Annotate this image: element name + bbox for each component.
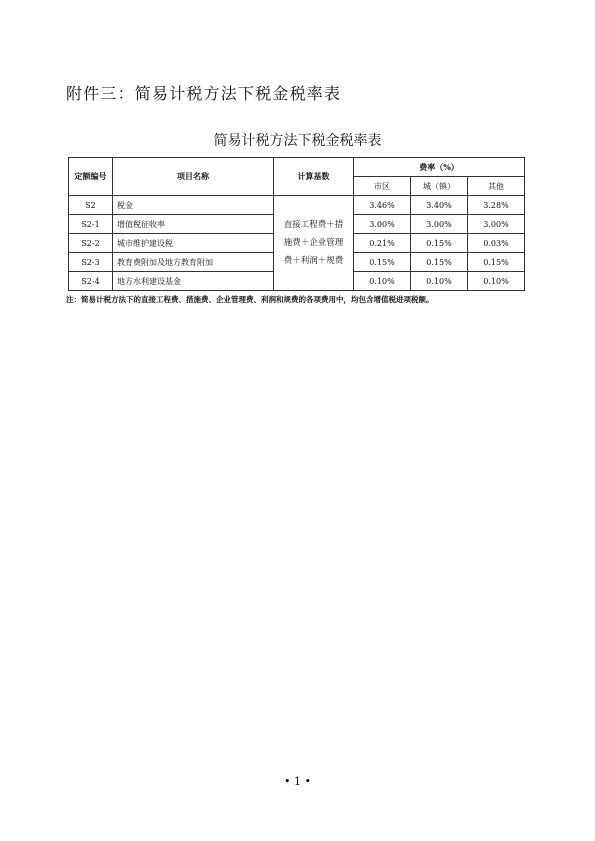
row-name: 地方水利建设基金 — [113, 272, 274, 291]
header-other: 其他 — [468, 177, 525, 196]
row-other: 0.15% — [468, 253, 525, 272]
row-town: 3.00% — [411, 215, 468, 234]
header-basis: 计算基数 — [274, 158, 354, 196]
page-number: • 1 • — [284, 775, 311, 788]
row-code: S2-2 — [69, 234, 113, 253]
row-other: 0.03% — [468, 234, 525, 253]
row-other: 0.10% — [468, 272, 525, 291]
table-row — [69, 196, 525, 215]
header-code: 定额编号 — [69, 158, 113, 196]
header-urban: 市区 — [354, 177, 411, 196]
row-town: 3.40% — [411, 196, 468, 215]
basis-line: 施费＋企业管理 — [283, 238, 344, 248]
basis-cell — [274, 196, 354, 291]
row-code: S2 — [69, 196, 113, 215]
row-town: 0.10% — [411, 272, 468, 291]
row-other: 3.28% — [468, 196, 525, 215]
row-urban: 3.46% — [354, 196, 411, 215]
tax-rate-table — [68, 157, 525, 291]
basis-line: 费＋利润＋规费 — [283, 256, 344, 266]
row-name: 城市维护建设税 — [113, 234, 274, 253]
row-code: S2-1 — [69, 215, 113, 234]
row-urban: 3.00% — [354, 215, 411, 234]
row-town: 0.15% — [411, 253, 468, 272]
row-urban: 0.15% — [354, 253, 411, 272]
row-urban: 0.21% — [354, 234, 411, 253]
table-title: 简易计税方法下税金税率表 — [213, 133, 382, 149]
attachment-heading: 附件三：简易计税方法下税金税率表 — [66, 84, 342, 103]
header-rate: 费率（%） — [354, 158, 525, 177]
header-town: 城（镇） — [411, 177, 468, 196]
row-code: S2-3 — [69, 253, 113, 272]
row-other: 3.00% — [468, 215, 525, 234]
row-code: S2-4 — [69, 272, 113, 291]
row-town: 0.15% — [411, 234, 468, 253]
footnote: 注：简易计税方法下的直接工程费、措施费、企业管理费、利润和规费的各项费用中，均包含增值税进项税额。 — [66, 295, 434, 304]
row-urban: 0.10% — [354, 272, 411, 291]
row-name: 增值税征收率 — [113, 215, 274, 234]
basis-line: 直接工程费＋措 — [283, 220, 344, 230]
row-name: 税金 — [113, 196, 274, 215]
header-name: 项目名称 — [113, 158, 274, 196]
row-name: 教育费附加及地方教育附加 — [113, 253, 274, 272]
